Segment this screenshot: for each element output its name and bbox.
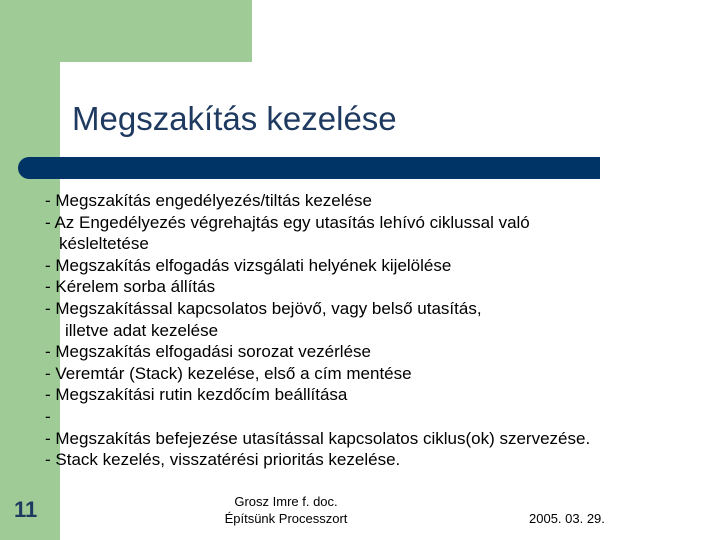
bullet-list — [45, 190, 715, 471]
list-item: - Megszakítás elfogadási sorozat vezérlése — [45, 342, 371, 362]
list-item: - Az Engedélyezés végrehajtás egy utasítás lehívó ciklussal való — [45, 212, 530, 232]
footer-author: Grosz Imre f. doc. — [234, 494, 338, 509]
list-item: illetve adat kezelése — [65, 320, 219, 340]
list-item: - Megszakítás befejezése utasítással kapcsolatos ciklus(ok) szervezése. — [45, 428, 591, 448]
list-item: - Megszakítás elfogadás vizsgálati helyének kijelölése — [45, 255, 452, 275]
list-item: - Stack kezelés, visszatérési prioritás kezelése. — [45, 450, 401, 470]
footer-credits — [200, 493, 372, 527]
list-item: késleltetése — [59, 234, 149, 254]
list-item: - Megszakítással kapcsolatos bejövő, vagy belső utasítás, — [45, 298, 482, 318]
footer-date: 2005. 03. 29. — [529, 511, 605, 526]
slide-title: Megszakítás kezelése — [72, 100, 397, 137]
list-item: - Kérelem sorba állítás — [45, 277, 216, 297]
list-item: - — [45, 406, 51, 426]
footer-subtitle: Építsünk Processzort — [224, 511, 348, 526]
title-underline-bar — [18, 157, 600, 179]
list-item: - Veremtár (Stack) kezelése, első a cím mentése — [45, 363, 412, 383]
page-number: 11 — [14, 497, 38, 522]
list-item: - Megszakítási rutin kezdőcím beállítása — [45, 385, 348, 405]
green-top-band — [0, 0, 252, 62]
list-item: - Megszakítás engedélyezés/tiltás kezelése — [45, 191, 372, 210]
